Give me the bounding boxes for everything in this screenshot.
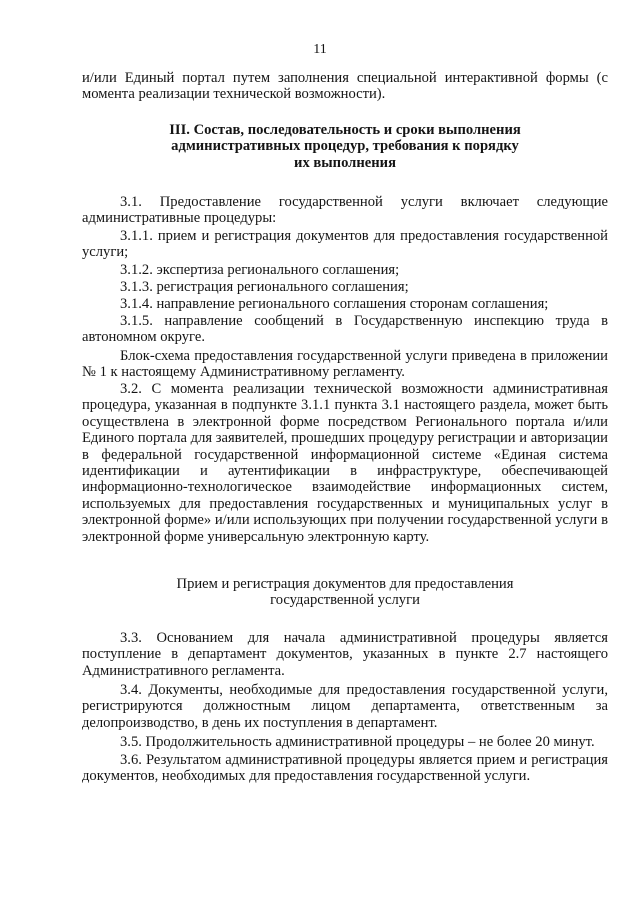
- section-title-line: административных процедур, требования к порядку: [171, 138, 519, 155]
- page-number: 11: [313, 42, 327, 57]
- paragraph-3-3: 3.3. Основанием для начала административной процедуры является поступление в департамент документов, указанных в пункте 2.7 настоящего Административного регламента.: [82, 630, 608, 679]
- paragraph-flowchart: Блок-схема предоставления государственной услуги приведена в приложении № 1 к настоящему Административному регламенту.: [82, 348, 608, 381]
- paragraph-3-2: 3.2. С момента реализации технической возможности административная процедура, указанная в подпункте 3.1.1 пункта 3.1 настоящего раздела, может быть осуществлена в электронной форме посредством Регионального портала и/или Единого портала для заявителей, прошедших процедуру регистрации и авторизации в федеральной государственной информационной системе «Единая система идентификации и аутентификации в инфраструктуре, обеспечивающей информационно-технологическое взаимодействие информационных систем, используемых для предоставления государственных и муниципальных услуг в электронной форме» и/или использующих при получении государственной услуги в электронной форме универсальную электронную карту.: [82, 381, 608, 545]
- paragraph-3-1: 3.1. Предоставление государственной услуги включает следующие административные процедуры:: [82, 194, 608, 227]
- paragraph-3-6: 3.6. Результатом административной процедуры является прием и регистрация документов, необходимых для предоставления государственной услуги.: [82, 752, 608, 785]
- paragraph-3-1-4: 3.1.4. направление регионального соглашения сторонам соглашения;: [120, 296, 549, 312]
- paragraph-3-5: 3.5. Продолжительность административной процедуры – не более 20 минут.: [120, 734, 595, 750]
- section-title: [82, 122, 608, 171]
- paragraph-3-1-3: 3.1.3. регистрация регионального соглашения;: [120, 279, 409, 295]
- section-title-line: их выполнения: [294, 154, 396, 171]
- section-title-line: III. Состав, последовательность и сроки выполнения: [169, 122, 521, 138]
- subsection-title-line: Прием и регистрация документов для предоставления: [176, 576, 514, 592]
- paragraph-3-1-2: 3.1.2. экспертиза регионального соглашения;: [120, 262, 400, 278]
- paragraph-3-1-1: 3.1.1. прием и регистрация документов для предоставления государственной услуги;: [82, 228, 608, 261]
- subsection-title-line: государственной услуги: [270, 592, 420, 609]
- intro-paragraph: и/или Единый портал путем заполнения специальной интерактивной формы (с момента реализации технической возможности).: [82, 70, 608, 103]
- paragraph-3-4: 3.4. Документы, необходимые для предоставления государственной услуги, регистрируются должностным лицом департамента, ответственным за делопроизводство, в день их поступления в департамент.: [82, 682, 608, 731]
- paragraph-3-1-5: 3.1.5. направление сообщений в Государственную инспекцию труда в автономном округе.: [82, 313, 608, 346]
- subsection-title: [82, 576, 608, 609]
